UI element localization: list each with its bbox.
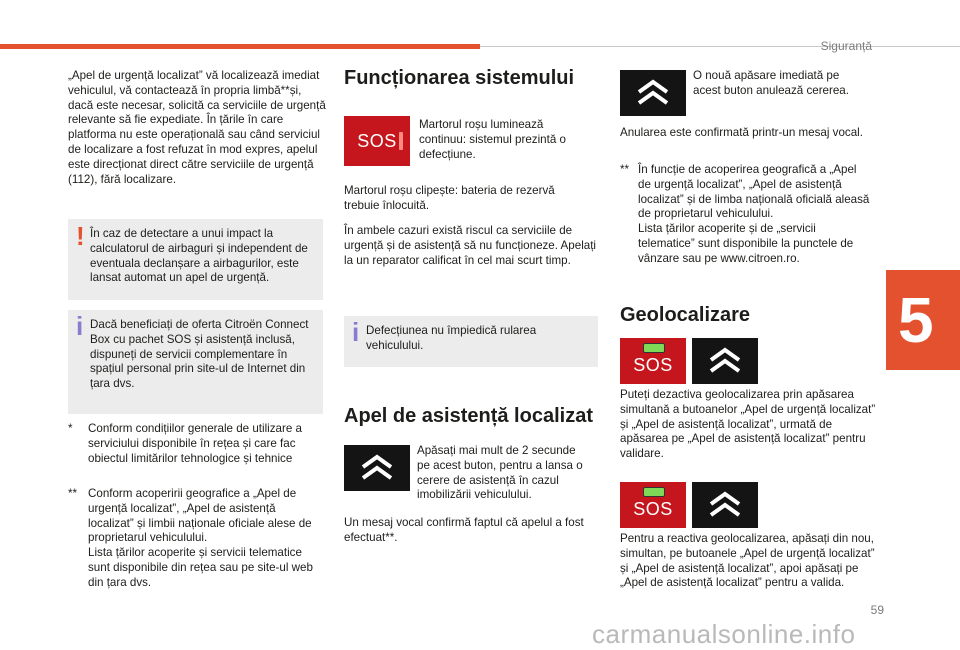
warning-box: [68, 219, 323, 300]
paragraph-enable-geolocation: Pentru a reactiva geolocalizarea, apăsați din nou, simultan, pe butoanele „Apel de urgență localizat” și „Apel de asistență localizat”, apoi apăsați pe „Apel de asistență localizat” pentru a valida.: [620, 532, 875, 590]
footnote-mark: **: [620, 163, 630, 176]
footnote-mark: *: [68, 422, 73, 435]
assistance-button: [620, 70, 686, 116]
section-title: Siguranță: [820, 39, 872, 53]
header-accent-bar: [0, 44, 480, 49]
chevron-up-icon: [692, 338, 758, 384]
chapter-tab: 5: [886, 270, 960, 370]
chevron-up-icon: [692, 482, 758, 528]
sos-led-icon: [643, 487, 665, 497]
sos-description: Martorul roșu luminează continuu: sistemul prezintă o defecțiune.: [419, 118, 566, 161]
chevron-up-icon: [344, 445, 410, 491]
warning-text: În caz de detectare a unui impact la calculatorul de airbaguri și independent de eventuala declanșare a airbagurilor, este lansat automat un apel de urgență.: [90, 227, 308, 285]
paragraph-disable-geolocation: Puteți dezactiva geolocalizarea prin apăsarea simultană a butoanelor „Apel de urgență localizat” și „Apel de asistență localizat”, urmată de apăsarea pe „Apel de asistență localizat” pentru validare.: [620, 388, 876, 461]
footnote-mark: **: [68, 487, 78, 500]
assistance-button: [692, 338, 758, 384]
heading-system-operation: Funcționarea sistemului: [344, 67, 575, 89]
sos-label: SOS: [633, 355, 673, 375]
info-icon: i: [76, 311, 84, 341]
info-text: Dacă beneficiați de oferta Citroën Connect Box cu pachet SOS și asistență inclusă, dispuneți de servicii complementare în spațiul personal prin site-ul de Internet din țara dvs.: [90, 318, 309, 391]
sos-button: [620, 482, 686, 528]
sos-button: [344, 116, 410, 166]
heading-assistance-call: Apel de asistență localizat: [344, 405, 593, 427]
sos-button: [620, 338, 686, 384]
info-box: [68, 310, 323, 414]
assistance-button: [344, 445, 410, 491]
assistance-description: Apăsați mai mult de 2 secunde pe acest buton, pentru a lansa o cerere de asistență în cazul imobilizării vehiculului.: [417, 444, 583, 502]
paragraph-both-cases: În ambele cazuri există riscul ca serviciile de urgență și de asistență să nu funcționeze. Apelați la un reparator calificat în cel mai scurt timp.: [344, 224, 597, 267]
chevron-up-icon: [620, 70, 686, 116]
heading-geolocation: Geolocalizare: [620, 304, 751, 326]
info-icon: i: [352, 317, 360, 347]
sos-led-icon: [643, 343, 665, 353]
paragraph-blink: Martorul roșu clipește: bateria de rezervă trebuie înlocuită.: [344, 184, 555, 212]
sos-label: SOS: [357, 131, 397, 151]
intro-paragraph: „Apel de urgență localizat” vă localizează imediat vehiculul, vă contactează în propria limbă**și, dacă este necesar, solicită ca serviciile de urgență relevante să fie expediate. În țările în care platforma nu este operațională sau când serviciul de localizare a fost refuzat în mod expres, apelul este direcționat direct către serviciile de urgență (112), fără localizare.: [68, 69, 326, 186]
footnote-text: Conform condițiilor generale de utilizare a serviciului disponibile în rețea și care fac obiectul limitărilor tehnologice și tehnice: [88, 422, 302, 465]
footnote-text: În funcție de acoperirea geografică a „Apel de urgență localizat”, „Apel de asistență localizat” și de limba națională oficială aleasă de proprietarul vehiculului. Lista țărilor acoperite și de „servicii telematice” sunt disponibile la punctele de vânzare sau pe www.citroen.ro.: [638, 163, 870, 265]
paragraph-cancel-confirm: Anularea este confirmată printr-un mesaj vocal.: [620, 126, 863, 139]
assistance-button: [692, 482, 758, 528]
info-box: [344, 316, 598, 367]
footnote-text: Conform acoperirii geografice a „Apel de urgență localizat”, „Apel de asistență localizat” și limbii naționale oficiale alese de proprietarul vehiculului. Lista țărilor acoperite și servicii telematice sunt disponibile din rețea sau pe site-ul web din țara dvs.: [88, 487, 313, 589]
info-text: Defecțiunea nu împiedică rularea vehiculului.: [366, 324, 537, 352]
warning-icon: !: [76, 221, 85, 251]
sos-led-icon: [399, 132, 403, 150]
paragraph-voice-confirm: Un mesaj vocal confirmă faptul că apelul a fost efectuat**.: [344, 516, 584, 544]
page-number: 59: [870, 603, 884, 617]
watermark: carmanualsonline.info: [592, 619, 856, 649]
header-rule: [480, 46, 960, 47]
sos-label: SOS: [633, 499, 673, 519]
cancel-description: O nouă apăsare imediată pe acest buton anulează cererea.: [693, 69, 849, 97]
